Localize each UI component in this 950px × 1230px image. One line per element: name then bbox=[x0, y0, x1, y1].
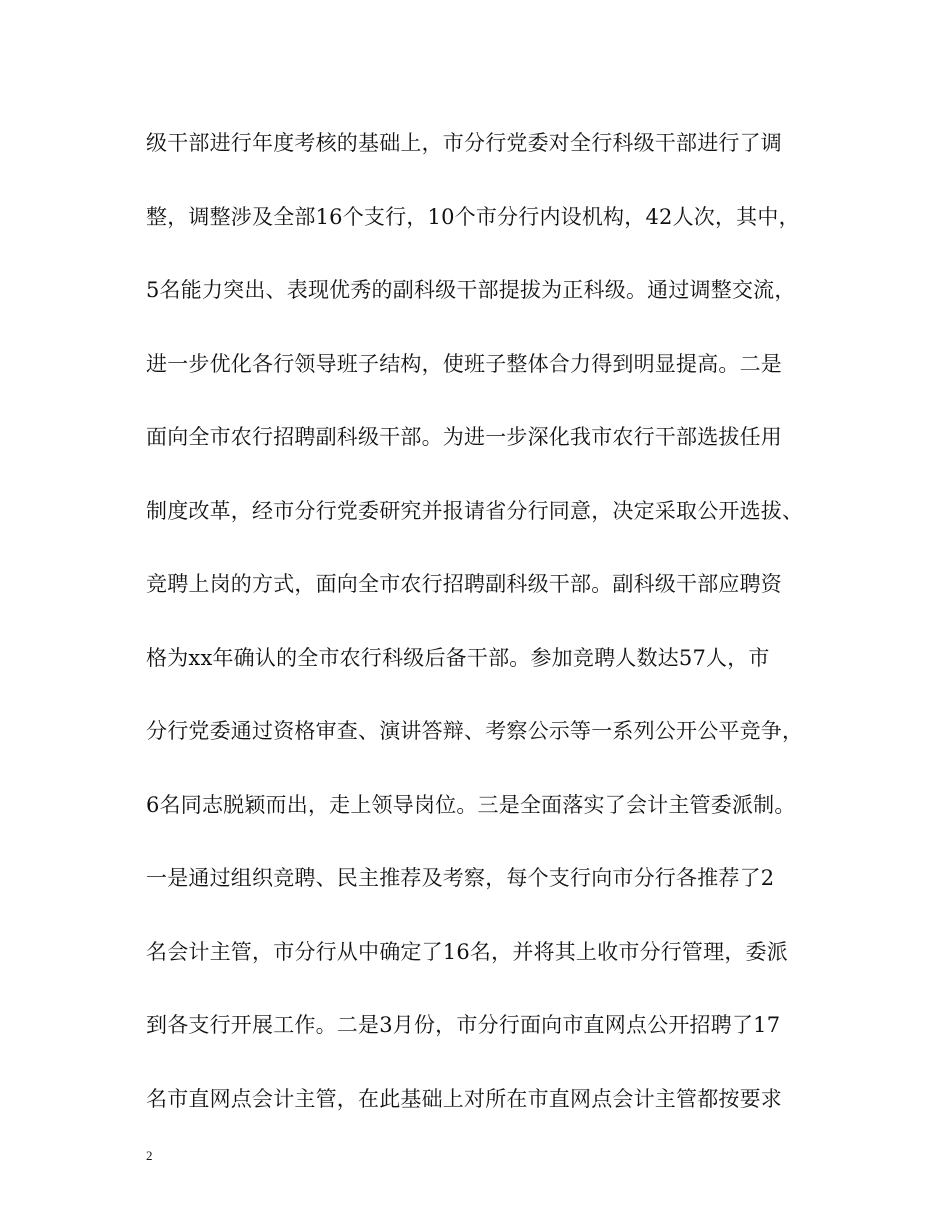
text-line: 名会计主管，市分行从中确定了16名，并将其上收市分行管理，委派 bbox=[146, 939, 788, 964]
text-line: 一是通过组织竞聘、民主推荐及考察，每个支行向市分行各推荐了2 bbox=[146, 866, 775, 890]
text-line: 级干部进行年度考核的基础上，市分行党委对全行科级干部进行了调 bbox=[146, 131, 782, 155]
text-line: 名市直网点会计主管，在此基础上对所在市直网点会计主管都按要求 bbox=[146, 1086, 782, 1111]
text-line: 到各支行开展工作。二是3月份，市分行面向市直网点公开招聘了17 bbox=[146, 1013, 781, 1037]
text-line: 6名同志脱颖而出，走上领导岗位。三是全面落实了会计主管委派制。 bbox=[146, 792, 796, 817]
text-line: 制度改革，经市分行党委研究并报请省分行同意，决定采取公开选拔、 bbox=[146, 498, 804, 523]
text-line: 竞聘上岗的方式，面向全市农行招聘副科级干部。副科级干部应聘资 bbox=[146, 572, 782, 596]
body-text bbox=[146, 120, 826, 1149]
text-line: 格为xx年确认的全市农行科级后备干部。参加竞聘人数达57人，市 bbox=[146, 645, 770, 670]
text-line: 面向全市农行招聘副科级干部。为进一步深化我市农行干部选拔任用 bbox=[146, 425, 782, 449]
page-number: 2 bbox=[146, 1148, 153, 1163]
text-line: 分行党委通过资格审查、演讲答辩、考察公示等一系列公开公平竞争， bbox=[146, 719, 804, 743]
text-line: 5名能力突出、表现优秀的副科级干部提拔为正科级。通过调整交流， bbox=[146, 278, 796, 302]
text-line: 整，调整涉及全部16个支行，10个市分行内设机构，42人次，其中， bbox=[146, 204, 800, 229]
text-line: 进一步优化各行领导班子结构，使班子整体合力得到明显提高。二是 bbox=[146, 351, 782, 376]
